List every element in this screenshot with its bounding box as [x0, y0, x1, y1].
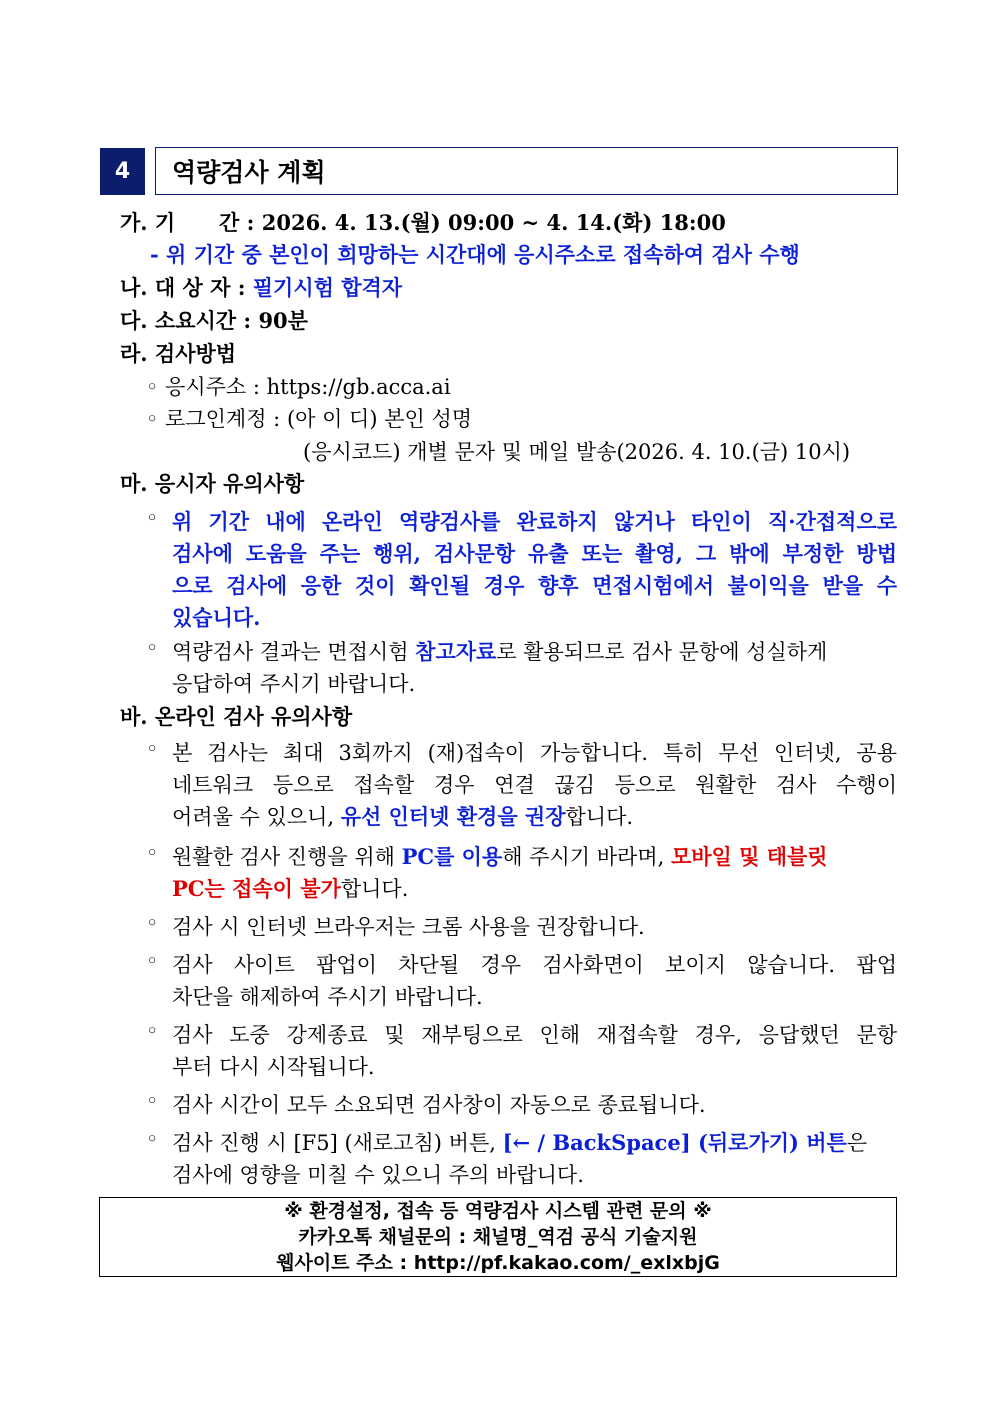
contact-website[interactable]: 웹사이트 주소 : http://pf.kakao.com/_exlxbjG — [276, 1252, 720, 1274]
result-note-line-1 — [172, 636, 827, 666]
reconnect-line-3 — [172, 801, 633, 831]
section-title: 역량검사 계획 — [172, 158, 326, 187]
target-item — [120, 272, 402, 302]
warning-line-2: 검사에 도움을 주는 행위, 검사문항 유출 또는 촬영, 그 밖에 부정한 방법 — [172, 541, 897, 566]
refresh-line-1 — [172, 1127, 867, 1157]
pc-line-1 — [172, 841, 897, 871]
section-title-box — [155, 147, 898, 195]
contact-kakao: 카카오톡 채널문의 : 채널명_역검 공식 기술지원 — [298, 1226, 698, 1248]
pc-text: 원활한 검사 진행을 위해 — [172, 845, 402, 869]
reconnect-line-2: 네트워크 등으로 접속할 경우 연결 끊김 등으로 원활한 검사 수행이 — [172, 773, 897, 797]
period-item — [120, 207, 726, 237]
online-notes-heading: 바. 온라인 검사 유의사항 — [120, 704, 353, 729]
bullet-mark: ◦ — [146, 1089, 159, 1113]
reconnect-text-post: 합니다. — [565, 805, 634, 829]
login-code: (응시코드) 개별 문자 및 메일 발송(2026. 4. 10.(금) 10시) — [303, 440, 851, 464]
address-line — [146, 371, 451, 401]
examinee-notes-heading: 마. 응시자 유의사항 — [120, 471, 305, 496]
bullet-mark: ◦ — [146, 949, 159, 973]
duration-item — [120, 305, 308, 335]
reconnect-text: 어려울 수 있으니, — [172, 805, 341, 829]
pc-line-2 — [172, 873, 408, 903]
backspace-button-note: [← / BackSpace] (뒤로가기) 버튼 — [502, 1130, 847, 1155]
popup-line-1: 검사 사이트 팝업이 차단될 경우 검사화면이 보이지 않습니다. 팝업 — [172, 953, 897, 977]
period-label: 가. 기 간 : — [120, 210, 255, 235]
bullet-mark: ◦ — [146, 737, 159, 761]
refresh-line-2: 검사에 영향을 미칠 수 있으니 주의 바랍니다. — [172, 1163, 584, 1187]
result-note-line-2: 응답하여 주시기 바랍니다. — [172, 672, 416, 696]
target-value: 필기시험 합격자 — [252, 275, 403, 300]
bullet-mark: ◦ — [146, 841, 159, 865]
contact-box — [99, 1197, 897, 1277]
reference-material: 참고자료 — [415, 639, 497, 664]
contact-title: ※ 환경설정, 접속 등 역량검사 시스템 관련 문의 ※ — [284, 1200, 712, 1222]
bullet-mark: ◦ — [146, 1019, 159, 1043]
address-label: ◦ 응시주소 : — [146, 375, 260, 399]
section-number: 4 — [100, 148, 145, 195]
use-pc: PC를 이용 — [401, 844, 503, 869]
refresh-text: 검사 진행 시 [F5] (새로고침) 버튼, — [172, 1131, 503, 1155]
timeout-note: 검사 시간이 모두 소요되면 검사창이 자동으로 종료됩니다. — [172, 1093, 706, 1117]
no-access: PC는 접속이 불가 — [172, 876, 341, 901]
pc-text-post: 합니다. — [340, 877, 409, 901]
refresh-text-post: 은 — [846, 1131, 868, 1155]
warning-line-1: 위 기간 내에 온라인 역량검사를 완료하지 않거나 타인이 직·간접적으로 — [172, 509, 897, 534]
login-label: ◦ 로그인계정 : — [146, 407, 281, 431]
period-value: 2026. 4. 13.(월) 09:00 ~ 4. 14.(화) 18:00 — [261, 210, 726, 235]
browser-note: 검사 시 인터넷 브라우저는 크롬 사용을 권장합니다. — [172, 915, 645, 939]
restart-line-1: 검사 도중 강제종료 및 재부팅으로 인해 재접속할 경우, 응답했던 문항 — [172, 1023, 897, 1047]
wired-recommend: 유선 인터넷 환경을 권장 — [340, 804, 566, 829]
bullet-mark: ◦ — [146, 1127, 159, 1151]
login-line — [146, 403, 472, 433]
result-note-text: 역량검사 결과는 면접시험 — [172, 640, 416, 664]
method-heading: 라. 검사방법 — [120, 341, 237, 366]
mobile-tablet: 모바일 및 태블릿 — [670, 844, 828, 869]
bullet-mark: ◦ — [146, 636, 159, 660]
period-note: - 위 기간 중 본인이 희망하는 시간대에 응시주소로 접속하여 검사 수행 — [150, 242, 800, 267]
result-note-text-post: 로 활용되므로 검사 문항에 성실하게 — [496, 640, 828, 664]
pc-text-mid: 해 주시기 바라며, — [502, 845, 671, 869]
warning-line-3: 으로 검사에 응한 것이 확인될 경우 향후 면접시험에서 불이익을 받을 수 — [172, 573, 897, 598]
duration-value: 90분 — [258, 308, 308, 333]
reconnect-line-1: 본 검사는 최대 3회까지 (재)접속이 가능합니다. 특히 무선 인터넷, 공용 — [172, 741, 897, 765]
bullet-mark: ◦ — [146, 506, 159, 530]
target-label: 나. 대 상 자 : — [120, 275, 246, 300]
address-link[interactable]: https://gb.acca.ai — [266, 375, 451, 399]
login-id: (아 이 디) 본인 성명 — [286, 407, 473, 431]
bullet-mark: ◦ — [146, 911, 159, 935]
restart-line-2: 부터 다시 시작됩니다. — [172, 1055, 375, 1079]
duration-label: 다. 소요시간 : — [120, 308, 252, 333]
popup-line-2: 차단을 해제하여 주시기 바랍니다. — [172, 985, 483, 1009]
warning-line-4: 있습니다. — [172, 605, 261, 630]
